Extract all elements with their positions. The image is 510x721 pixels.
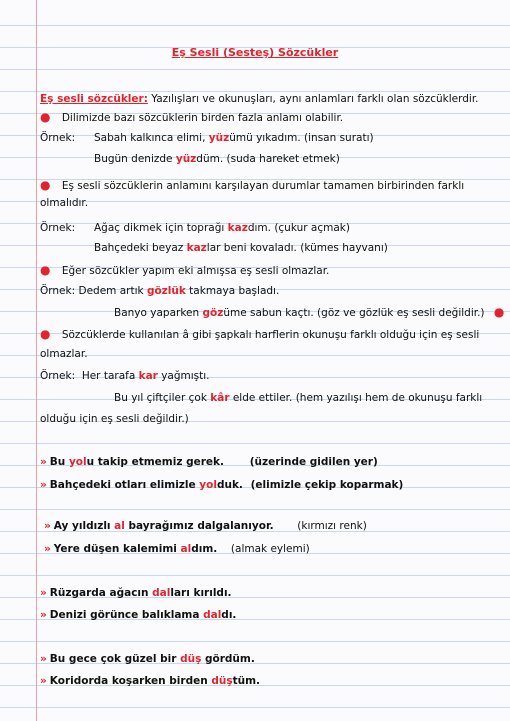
bullet-icon: ● <box>493 305 505 319</box>
pair-line-5 <box>40 586 500 600</box>
highlighted-word: gözlük <box>146 285 186 297</box>
arrow-icon: » <box>40 587 47 599</box>
rule-1-text: Dilimizde bazı sözcüklerin birden fazla anlamı olabilir. <box>61 112 344 124</box>
example-2b <box>94 241 500 255</box>
example-4a <box>40 369 500 383</box>
example-text: yağmıştı. <box>157 370 210 382</box>
example-text: Sabah kalkınca elimi, <box>94 132 209 144</box>
pair-text: dım. <box>191 543 218 555</box>
example-text: lar beni kovaladı. (kümes hayvanı) <box>206 242 388 254</box>
pair-line-1 <box>40 455 500 469</box>
pair-text: bayrağımız dalgalanıyor. <box>124 520 274 532</box>
rule-4-text: Sözcüklerde kullanılan â gibi şapkalı harflerin okunuşu farklı olduğu için eş sesli <box>61 329 480 341</box>
highlighted-word: dal <box>152 587 171 599</box>
example-1a <box>40 131 500 145</box>
pair-text: Denizi görünce balıklama <box>49 609 204 621</box>
pair-text: u takip etmemiz gerek. <box>86 456 225 468</box>
arrow-icon: » <box>44 543 51 555</box>
example-text: Bu yıl çiftçiler çok <box>114 392 211 404</box>
pair-text: Bahçedeki otları elimizle <box>49 479 200 491</box>
pair-text: Rüzgarda ağacın <box>49 587 153 599</box>
example-label: Örnek: <box>40 370 76 382</box>
pair-text: Yere düşen kalemimi <box>53 543 181 555</box>
rule-3-text: Eğer sözcükler yapım eki almışsa eş sesli olmazlar. <box>61 265 330 277</box>
example-text: Bugün denizde <box>94 153 176 165</box>
example-label: Örnek: <box>40 285 76 297</box>
bullet-icon: ● <box>40 327 51 341</box>
definition-line <box>40 92 500 106</box>
highlighted-word: düş <box>180 653 202 665</box>
example-3b <box>114 305 505 320</box>
highlighted-word: kaz <box>227 222 248 234</box>
pair-text: Ay yıldızlı <box>53 520 115 532</box>
example-text: Bahçedeki beyaz <box>94 242 187 254</box>
example-text: Ağaç dikmek için toprağı <box>94 222 228 234</box>
definition-term: Eş sesli sözcükler: <box>40 93 148 105</box>
example-3a <box>40 284 500 298</box>
highlighted-word: al <box>114 520 125 532</box>
example-text: düm. (suda hareket etmek) <box>196 153 340 165</box>
pair-text: gördüm. <box>201 653 255 665</box>
pair-text: duk. <box>216 479 243 491</box>
arrow-icon: » <box>40 675 47 687</box>
rule-2 <box>40 178 500 193</box>
rule-2-text: Eş sesli sözcüklerin anlamını karşılayan durumlar tamamen birbirinden farklı <box>61 180 465 192</box>
arrow-icon: » <box>40 609 47 621</box>
example-text: dım. (çukur açmak) <box>247 222 350 234</box>
pair-text: dı. <box>221 609 237 621</box>
highlighted-word: kar <box>138 370 158 382</box>
rule-1 <box>40 110 500 125</box>
example-4b <box>114 391 500 405</box>
rule-4 <box>40 327 500 342</box>
example-text: üme sabun kaçtı. (göz ve gözlük eş sesli değildir.) <box>223 307 485 319</box>
highlighted-word: yol <box>199 479 217 491</box>
pair-line-3 <box>44 519 500 533</box>
arrow-icon: » <box>44 520 51 532</box>
margin-line <box>36 0 37 721</box>
rule-3 <box>40 263 500 278</box>
example-text: ümü yıkadım. (insan suratı) <box>229 132 374 144</box>
bullet-icon: ● <box>40 178 51 192</box>
pair-line-4 <box>44 542 500 556</box>
pair-meaning: (elimizle çekip koparmak) <box>250 479 404 491</box>
pair-line-8 <box>40 674 500 688</box>
example-2a <box>40 221 500 235</box>
pair-line-6 <box>40 608 500 622</box>
page-title: Eş Sesli (Sesteş) Sözcükler <box>171 46 339 59</box>
example-label: Örnek: <box>40 132 76 144</box>
arrow-icon: » <box>40 653 47 665</box>
pair-line-7 <box>40 652 500 666</box>
pair-text: Bu <box>49 456 69 468</box>
pair-meaning: (almak eylemi) <box>230 543 310 555</box>
highlighted-word: yol <box>68 456 87 468</box>
example-text: Banyo yaparken <box>114 307 203 319</box>
example-text: Her tarafa <box>81 370 139 382</box>
example-4c: olduğu için eş sesli değildir.) <box>40 413 189 425</box>
highlighted-word: yüz <box>208 132 230 144</box>
pair-text: Koridorda koşarken birden <box>49 675 212 687</box>
highlighted-word: kâr <box>210 392 230 404</box>
highlighted-word: dal <box>203 609 222 621</box>
arrow-icon: » <box>40 479 47 491</box>
definition-text: Yazılışları ve okunuşları, aynı anlamları farklı olan sözcüklerdir. <box>147 93 479 105</box>
example-1b <box>94 152 500 166</box>
highlighted-word: kaz <box>186 242 207 254</box>
bullet-icon: ● <box>40 263 51 277</box>
example-text: takmaya başladı. <box>185 285 280 297</box>
highlighted-word: yüz <box>175 153 197 165</box>
pair-text: Bu gece çok güzel bir <box>49 653 181 665</box>
pair-meaning: (üzerinde gidilen yer) <box>249 456 378 468</box>
bullet-icon: ● <box>40 110 51 124</box>
pair-line-2 <box>40 478 500 492</box>
rule-2-cont: olmalıdır. <box>40 197 89 209</box>
pair-text: ları kırıldı. <box>170 587 232 599</box>
pair-meaning: (kırmızı renk) <box>297 520 367 532</box>
arrow-icon: » <box>40 456 47 468</box>
highlighted-word: al <box>180 543 192 555</box>
example-label: Örnek: <box>40 222 76 234</box>
rule-4-cont: olmazlar. <box>40 348 88 360</box>
highlighted-word: göz <box>202 307 224 319</box>
example-text: Dedem artık <box>78 285 147 297</box>
pair-text: tüm. <box>232 675 261 687</box>
example-text: elde ettiler. (hem yazılışı hem de okunuşu farklı <box>229 392 483 404</box>
highlighted-word: düş <box>211 675 233 687</box>
